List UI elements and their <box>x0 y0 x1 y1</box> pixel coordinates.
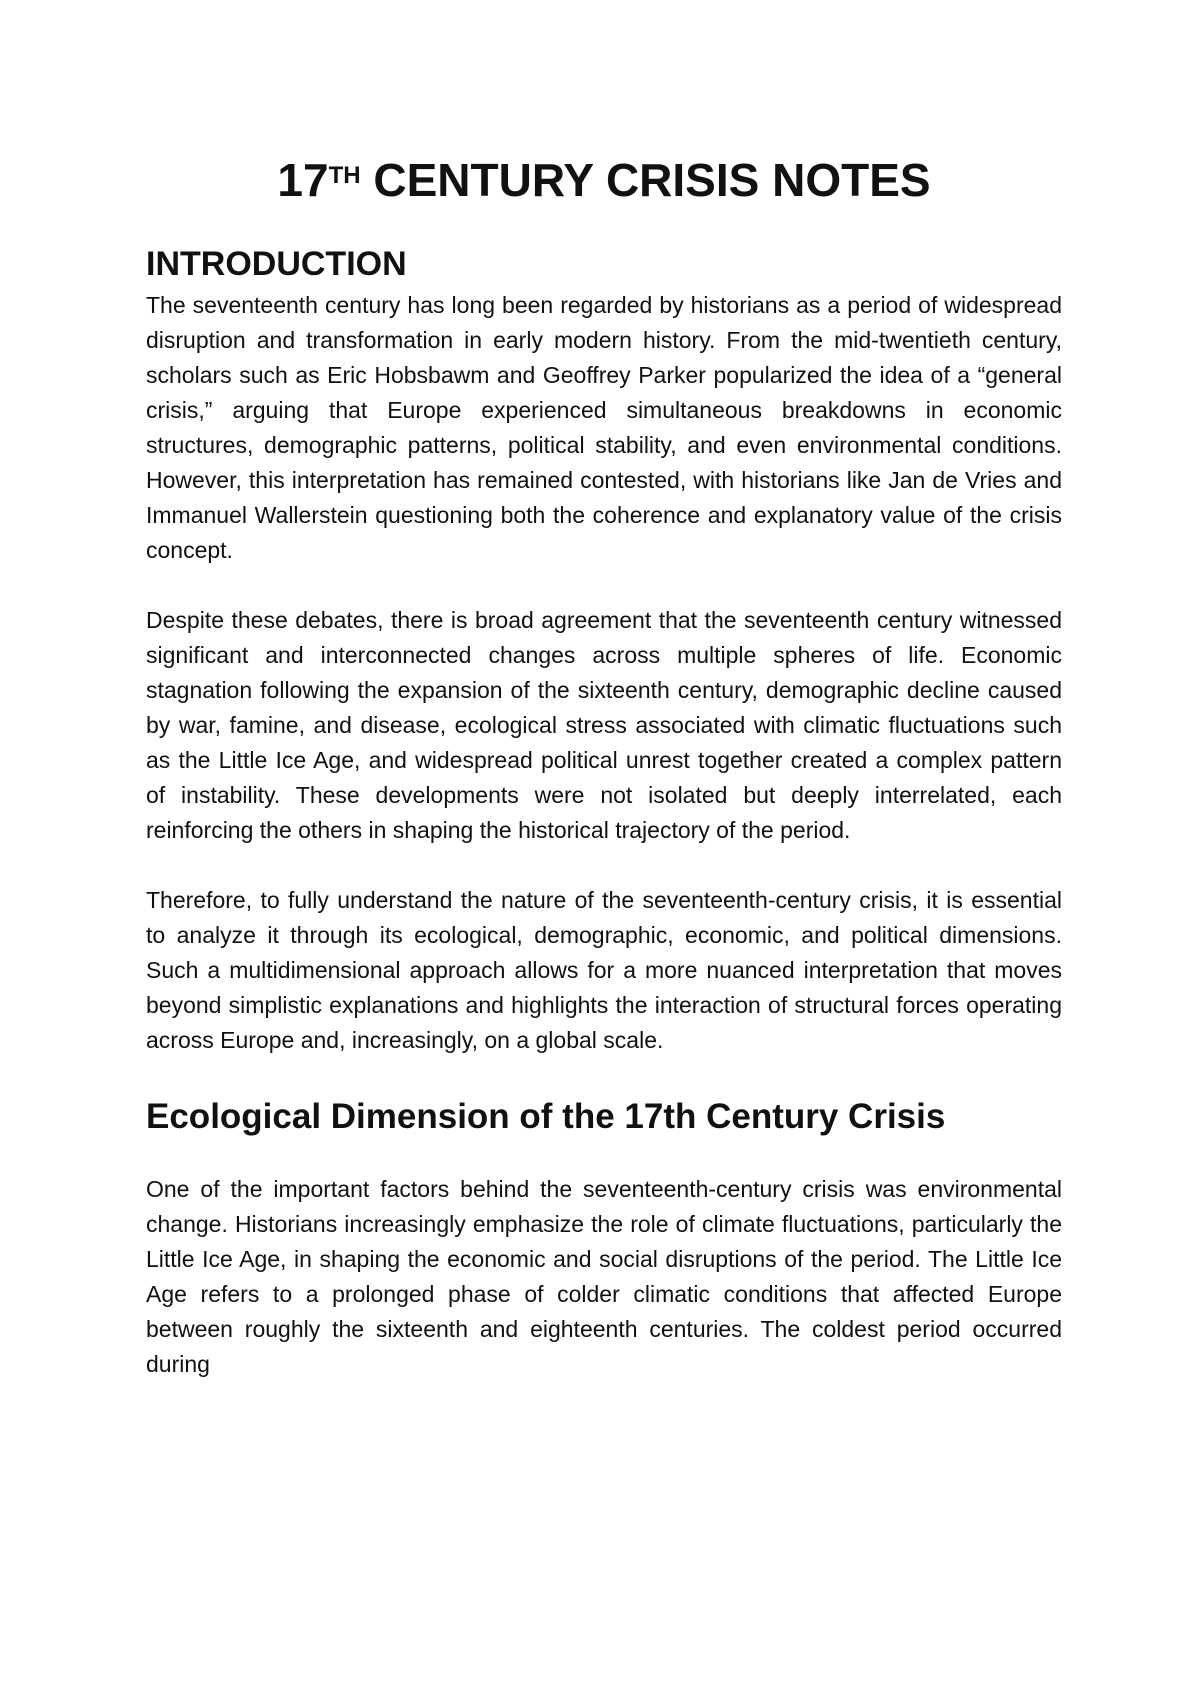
ecological-paragraph-1: One of the important factors behind the seventeenth-century crisis was environmental change. Historians increasingly emphasize the role of climate fluctuations, particularly the Little Ice Age, in shaping the economic and social disruptions of the period. The Little Ice Age refers to a prolonged phase of colder climatic conditions that affected Europe between roughly the sixteenth and eighteenth centuries. The coldest period occurred during <box>146 1176 1062 1377</box>
introduction-heading: INTRODUCTION <box>146 245 407 283</box>
title-superscript: TH <box>328 162 361 189</box>
intro-paragraph-1: The seventeenth century has long been regarded by historians as a period of widespread disruption and transformation in early modern history. From the mid-twentieth century, scholars such as Eric Hobsbawm and Geoffrey Parker popularized the idea of a “general crisis,” arguing that Europe experienced simultaneous breakdowns in economic structures, demographic patterns, political stability, and even environmental conditions. However, this interpretation has remained contested, with historians like Jan de Vries and Immanuel Wallerstein questioning both the coherence and explanatory value of the crisis concept. <box>146 292 1062 563</box>
document-title <box>146 150 1062 210</box>
intro-paragraph-2: Despite these debates, there is broad agreement that the seventeenth century witnessed significant and interconnected changes across multiple spheres of life. Economic stagnation following the expansion of the sixteenth century, demographic decline caused by war, famine, and disease, ecological stress associated with climatic fluctuations such as the Little Ice Age, and widespread political unrest together created a complex pattern of instability. These developments were not isolated but deeply interrelated, each reinforcing the others in shaping the historical trajectory of the period. <box>146 607 1062 843</box>
title-text: CENTURY CRISIS NOTES <box>360 154 931 206</box>
title-number: 17 <box>277 154 329 206</box>
document-page <box>146 150 1062 1382</box>
ecological-section-heading: Ecological Dimension of the 17th Century Crisis <box>146 1097 946 1136</box>
intro-paragraph-3: Therefore, to fully understand the nature of the seventeenth-century crisis, it is essential to analyze it through its ecological, demographic, economic, and political dimensions. Such a multidimensional approach allows for a more nuanced interpretation that moves beyond simplistic explanations and highlights the interaction of structural forces operating across Europe and, increasingly, on a global scale. <box>146 887 1062 1053</box>
